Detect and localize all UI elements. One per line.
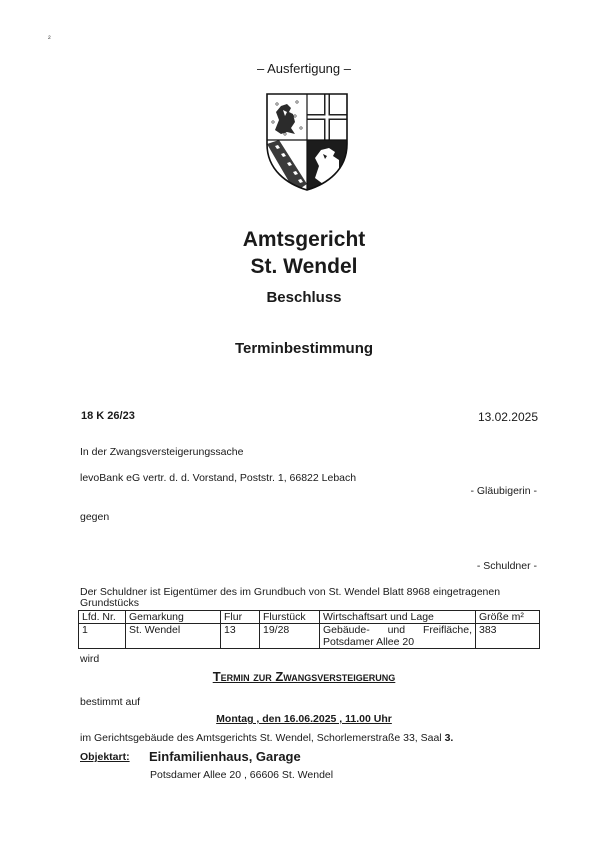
property-intro-line1: Der Schuldner ist Eigentümer des im Grundbuch von St. Wendel Blatt 8968 eingetragenen (80, 586, 501, 598)
hearing-date: Montag , den 16.06.2025 , 11.00 Uhr (216, 713, 392, 725)
cell-gemarkung: St. Wendel (126, 624, 221, 649)
object-address: Potsdamer Allee 20 , 66606 St. Wendel (150, 769, 334, 781)
against-label: gegen (80, 511, 110, 523)
cell-flurstueck: 19/28 (260, 624, 320, 649)
cell-usage (320, 624, 476, 649)
table-header-row (79, 611, 540, 624)
col-flurstueck: Flurstück (260, 611, 320, 624)
corner-mark: ² (48, 34, 51, 43)
court-name-line2: St. Wendel (250, 255, 358, 278)
debtor-role: - Schuldner - (476, 560, 537, 572)
property-intro-line2: Grundstücks (80, 597, 139, 609)
table-row (79, 624, 540, 649)
scheduled-label: bestimmt auf (80, 696, 141, 708)
cell-lfd-nr: 1 (79, 624, 126, 649)
case-number: 18 K 26/23 (81, 410, 135, 422)
cell-usage-line1: Gebäude- und Freifläche, (323, 624, 472, 636)
col-lfd-nr: Lfd. Nr. (79, 611, 126, 624)
cell-flur: 13 (221, 624, 260, 649)
col-size: Größe m² (476, 611, 540, 624)
creditor-role: - Gläubigerin - (470, 485, 537, 497)
col-usage: Wirtschaftsart und Lage (320, 611, 476, 624)
creditor: levoBank eG vertr. d. d. Vorstand, Poststr. 1, 66822 Lebach (80, 472, 357, 484)
coat-of-arms-icon (265, 92, 349, 192)
col-gemarkung: Gemarkung (126, 611, 221, 624)
venue-text: im Gerichtsgebäude des Amtsgerichts St. Wendel, Schorlemerstraße 33, Saal (80, 732, 442, 744)
auction-title: Termin zur Zwangsversteigerung (212, 669, 396, 684)
document-date: 13.02.2025 (477, 410, 538, 424)
after-table-text: wird (80, 653, 100, 665)
col-flur: Flur (221, 611, 260, 624)
cell-size: 383 (476, 624, 540, 649)
venue-room: 3. (444, 732, 454, 744)
document-type: Beschluss (266, 289, 342, 306)
property-table (78, 610, 540, 649)
cell-usage-line2: Potsdamer Allee 20 (323, 636, 415, 648)
object-label: Objektart: (80, 751, 130, 763)
venue (80, 732, 453, 744)
court-name (0, 226, 608, 280)
court-name-line1: Amtsgericht (242, 228, 366, 251)
copy-type: – Ausfertigung – (257, 61, 351, 76)
matter-intro: In der Zwangsversteigerungssache (80, 446, 244, 458)
document-subtype: Terminbestimmung (234, 340, 374, 357)
object-type: Einfamilienhaus, Garage (149, 749, 301, 764)
